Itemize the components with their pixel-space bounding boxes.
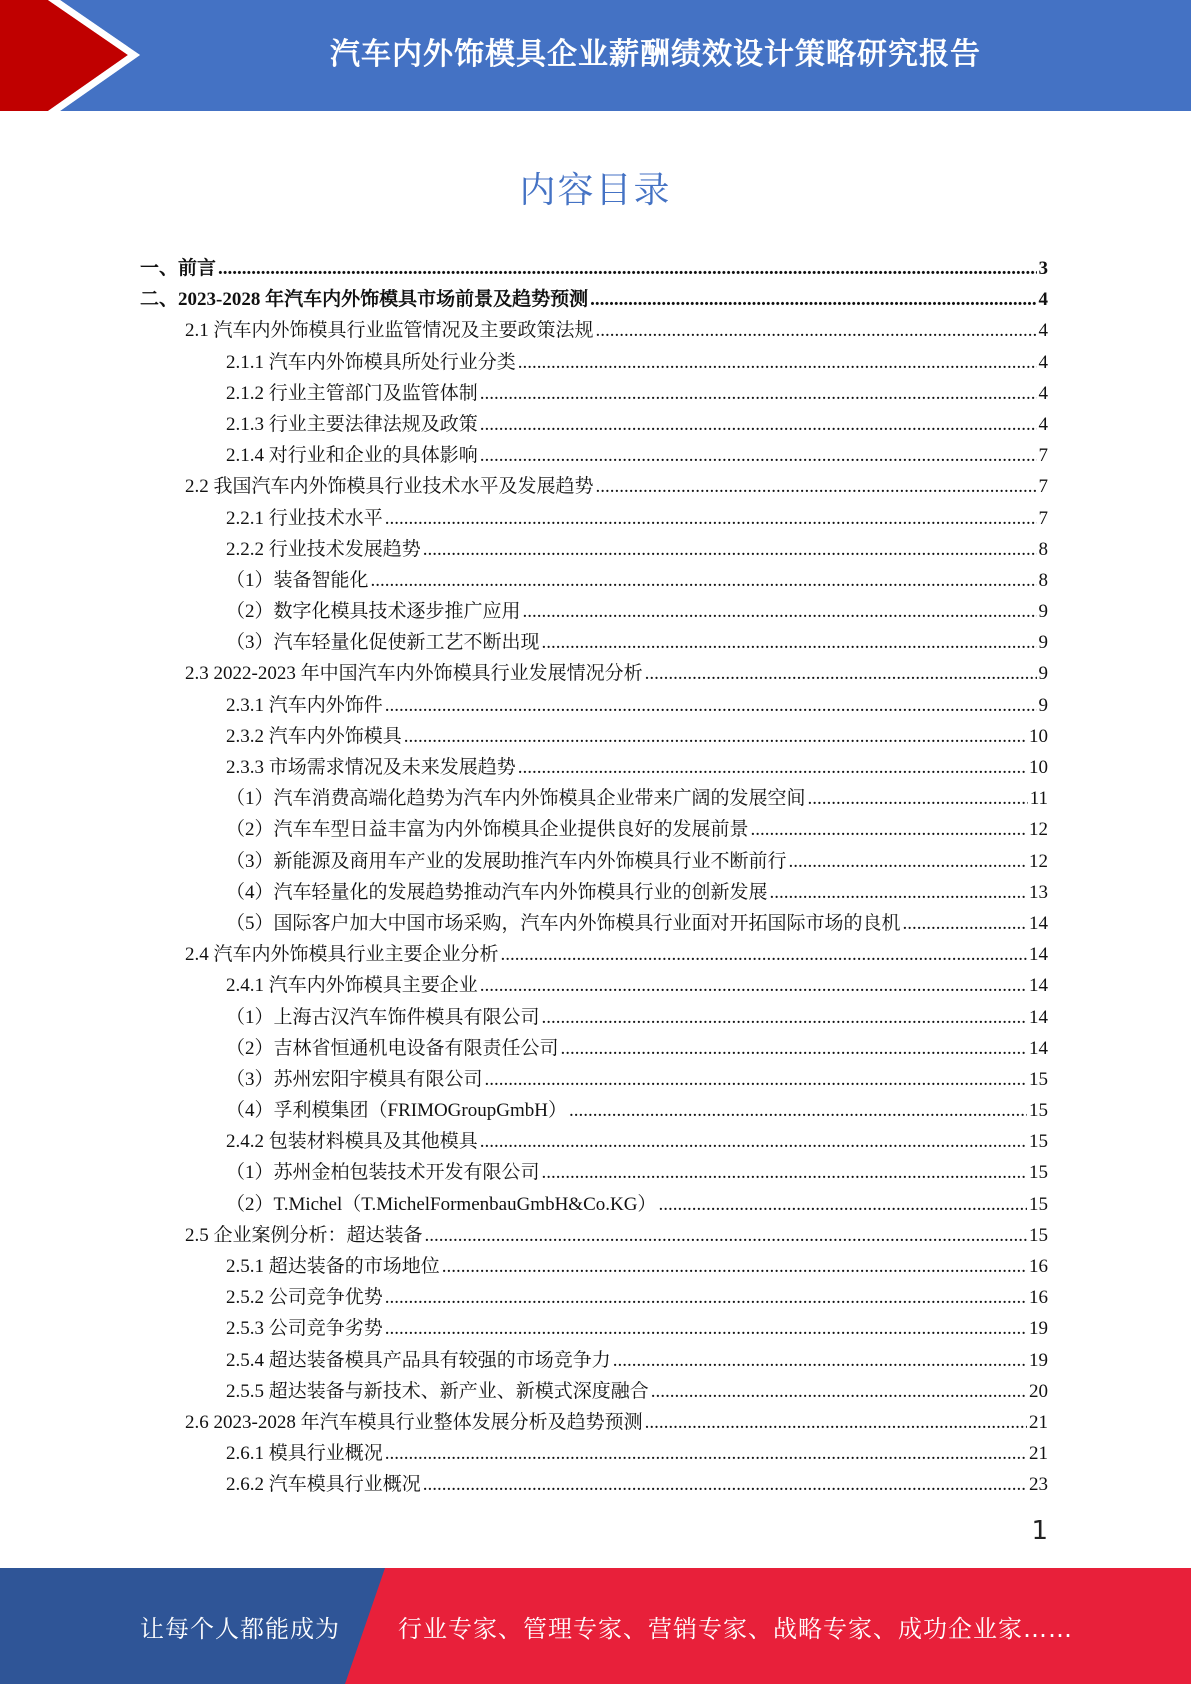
toc-entry-page: 13 [1029, 881, 1048, 903]
toc-entry-page: 3 [1038, 258, 1048, 279]
header-banner [0, 0, 1191, 111]
toc-dot-leader [480, 440, 1037, 471]
toc-entry-title: （1）汽车消费高端化趋势为汽车内外饰模具企业带来广阔的发展空间 [226, 788, 806, 810]
toc-entry-page: 15 [1029, 1100, 1048, 1122]
toc-entry-title: 2.2 我国汽车内外饰模具行业技术水平及发展趋势 [185, 476, 594, 498]
toc-entry[interactable] [140, 1002, 1048, 1033]
toc-entry[interactable] [140, 1189, 1048, 1220]
toc-entry-page: 4 [1038, 382, 1048, 404]
toc-entry[interactable] [140, 378, 1048, 409]
toc-entry-page: 12 [1029, 819, 1048, 841]
toc-entry-title: 2.6.1 模具行业概况 [226, 1443, 383, 1465]
page-number: 1 [1031, 1516, 1048, 1546]
toc-dot-leader [523, 596, 1037, 627]
toc-entry-page: 15 [1029, 1068, 1048, 1090]
toc-entry[interactable] [140, 690, 1048, 721]
toc-entry-page: 12 [1029, 850, 1048, 872]
toc-dot-leader [651, 1376, 1027, 1407]
toc-entry-title: （1）上海古汉汽车饰件模具有限公司 [226, 1006, 540, 1028]
toc-entry-title: 2.5.5 超达装备与新技术、新产业、新模式深度融合 [226, 1380, 649, 1402]
toc-dot-leader [371, 565, 1037, 596]
toc-dot-leader [480, 1126, 1027, 1157]
toc-dot-leader [808, 783, 1028, 814]
toc-entry-title: 一、前言 [140, 258, 217, 279]
toc-entry-title: 2.1.2 行业主管部门及监管体制 [226, 382, 478, 404]
toc-entry-page: 4 [1038, 289, 1048, 311]
toc-dot-leader [542, 1157, 1027, 1188]
toc-dot-leader [423, 1469, 1027, 1500]
toc-entry[interactable] [140, 1345, 1048, 1376]
toc-entry[interactable] [140, 1469, 1048, 1500]
toc-dot-leader [789, 846, 1027, 877]
toc-entry-page: 16 [1029, 1287, 1048, 1309]
toc-entry-title: （2）汽车车型日益丰富为内外饰模具企业提供良好的发展前景 [226, 819, 749, 841]
toc-dot-leader [751, 814, 1027, 845]
toc-dot-leader [518, 752, 1027, 783]
toc-entry-page: 9 [1038, 663, 1048, 685]
toc-dot-leader [218, 253, 1036, 284]
toc-entry[interactable] [140, 1126, 1048, 1157]
toc-entry-title: （3）汽车轻量化促使新工艺不断出现 [226, 632, 540, 654]
toc-entry-page: 15 [1029, 1162, 1048, 1184]
toc-entry-page: 19 [1029, 1349, 1048, 1371]
toc-entry[interactable] [140, 721, 1048, 752]
toc-entry[interactable] [140, 1376, 1048, 1407]
toc-dot-leader [480, 409, 1037, 440]
toc-dot-leader [423, 534, 1037, 565]
toc-dot-leader [542, 627, 1037, 658]
toc-entry[interactable] [140, 752, 1048, 783]
toc-entry-page: 7 [1038, 507, 1048, 529]
toc-entry-title: （4）汽车轻量化的发展趋势推动汽车内外饰模具行业的创新发展 [226, 881, 768, 903]
toc-dot-leader [480, 970, 1027, 1001]
toc-dot-leader [480, 378, 1037, 409]
toc-entry[interactable] [140, 1251, 1048, 1282]
report-title: 汽车内外饰模具企业薪酬绩效设计策略研究报告 [330, 37, 981, 72]
toc-entry[interactable] [140, 1220, 1048, 1251]
toc-entry[interactable] [140, 814, 1048, 845]
toc-entry[interactable] [140, 409, 1048, 440]
toc-dot-leader [903, 908, 1027, 939]
toc-entry[interactable] [140, 347, 1048, 378]
toc-entry-title: 2.1.3 行业主要法律法规及政策 [226, 413, 478, 435]
toc-entry-title: 2.3.1 汽车内外饰件 [226, 694, 383, 716]
toc-entry-page: 15 [1029, 1193, 1048, 1215]
toc-entry[interactable] [140, 253, 1048, 284]
toc-entry[interactable] [140, 1282, 1048, 1313]
footer-banner [0, 1568, 1191, 1684]
toc-entry-title: 2.6.2 汽车模具行业概况 [226, 1474, 421, 1496]
toc-entry-title: 2.4.2 包装材料模具及其他模具 [226, 1131, 478, 1153]
toc-entry[interactable] [140, 440, 1048, 471]
toc-entry-title: 2.5.4 超达装备模具产品具有较强的市场竞争力 [226, 1349, 611, 1371]
toc-entry-title: （3）新能源及商用车产业的发展助推汽车内外饰模具行业不断前行 [226, 850, 787, 872]
toc-entry-title: 2.5.2 公司竞争优势 [226, 1287, 383, 1309]
toc-entry[interactable] [140, 534, 1048, 565]
toc-entry[interactable] [140, 908, 1048, 939]
toc-entry-title: （2）T.Michel（T.MichelFormenbauGmbH&Co.KG） [226, 1193, 657, 1215]
toc-entry-page: 19 [1029, 1318, 1048, 1340]
footer-slogan-right: 行业专家、管理专家、营销专家、战略专家、成功企业家…… [398, 1614, 1073, 1643]
toc-entry-title: 2.3.2 汽车内外饰模具 [226, 725, 402, 747]
toc-dot-leader [613, 1345, 1027, 1376]
toc-entry[interactable] [140, 596, 1048, 627]
toc-entry-page: 14 [1029, 1037, 1048, 1059]
toc-entry-page: 8 [1038, 538, 1048, 560]
toc-entry-page: 11 [1029, 788, 1048, 810]
toc-dot-leader [485, 1064, 1027, 1095]
toc-entry[interactable] [140, 284, 1048, 315]
toc-dot-leader [596, 471, 1037, 502]
toc-dot-leader [385, 503, 1037, 534]
toc-dot-leader [385, 690, 1037, 721]
toc-dot-leader [385, 1313, 1027, 1344]
toc-dot-leader [501, 939, 1027, 970]
toc-heading: 内容目录 [519, 170, 672, 211]
toc-dot-leader [645, 1407, 1027, 1438]
toc-entry[interactable] [140, 658, 1048, 689]
toc-entry[interactable] [140, 1157, 1048, 1188]
toc-dot-leader [442, 1251, 1027, 1282]
toc-entry-title: （3）苏州宏阳宇模具有限公司 [226, 1068, 483, 1090]
toc-entry[interactable] [140, 1407, 1048, 1438]
toc-dot-leader [658, 1189, 1027, 1220]
toc-entry-page: 9 [1038, 694, 1048, 716]
toc-entry[interactable] [140, 877, 1048, 908]
toc-entry-title: 2.4 汽车内外饰模具行业主要企业分析 [185, 944, 499, 966]
toc-entry-page: 15 [1029, 1131, 1048, 1153]
toc-entry-page: 14 [1029, 975, 1048, 997]
toc-entry-page: 10 [1029, 725, 1048, 747]
toc-entry-title: （1）装备智能化 [226, 569, 369, 591]
toc-entry[interactable] [140, 627, 1048, 658]
toc-entry-title: （4）孚利模集团（FRIMOGroupGmbH） [226, 1100, 567, 1122]
toc-entry-page: 8 [1038, 569, 1048, 591]
toc-entry-title: 2.1.1 汽车内外饰模具所处行业分类 [226, 351, 516, 373]
toc-entry-page: 20 [1029, 1380, 1048, 1402]
toc-entry-title: 2.2.1 行业技术水平 [226, 507, 383, 529]
toc-entry-title: （2）吉林省恒通机电设备有限责任公司 [226, 1037, 559, 1059]
toc-entry-page: 21 [1029, 1411, 1048, 1433]
toc-entry[interactable] [140, 503, 1048, 534]
toc-entry-title: 2.2.2 行业技术发展趋势 [226, 538, 421, 560]
toc-dot-leader [569, 1095, 1027, 1126]
toc-dot-leader [404, 721, 1027, 752]
toc-entry-title: 2.4.1 汽车内外饰模具主要企业 [226, 975, 478, 997]
toc-entry[interactable] [140, 970, 1048, 1001]
toc-dot-leader [425, 1220, 1027, 1251]
toc-entry-page: 4 [1038, 413, 1048, 435]
toc-entry-title: 2.5.3 公司竞争劣势 [226, 1318, 383, 1340]
toc-entry-page: 9 [1038, 632, 1048, 654]
toc-entry[interactable] [140, 783, 1048, 814]
toc-entry[interactable] [140, 1033, 1048, 1064]
toc-entry-page: 15 [1029, 1224, 1048, 1246]
toc-entry-page: 21 [1029, 1443, 1048, 1465]
toc-entry-page: 10 [1029, 757, 1048, 778]
toc-entry-page: 23 [1029, 1474, 1048, 1496]
toc-entry[interactable] [140, 1438, 1048, 1469]
toc-entry-page: 14 [1029, 1006, 1048, 1028]
toc-entry-title: 2.5 企业案例分析：超达装备 [185, 1224, 423, 1246]
toc-entry-page: 4 [1038, 351, 1048, 373]
toc-entry-title: 二、2023-2028 年汽车内外饰模具市场前景及趋势预测 [140, 289, 589, 311]
toc-entry[interactable] [140, 1313, 1048, 1344]
toc-dot-leader [518, 347, 1037, 378]
toc-entry-page: 14 [1029, 944, 1048, 966]
toc-entry-title: （2）数字化模具技术逐步推广应用 [226, 601, 521, 623]
toc-entry[interactable] [140, 565, 1048, 596]
toc-entry[interactable] [140, 1095, 1048, 1126]
toc-entry-title: （5）国际客户加大中国市场采购，汽车内外饰模具行业面对开拓国际市场的良机 [226, 912, 901, 934]
toc-dot-leader [645, 658, 1037, 689]
toc-entry-title: 2.1 汽车内外饰模具行业监管情况及主要政策法规 [185, 320, 594, 342]
toc-dot-leader [596, 315, 1037, 346]
toc-entry[interactable] [140, 1064, 1048, 1095]
toc-entry-page: 7 [1038, 476, 1048, 498]
toc-entry[interactable] [140, 939, 1048, 970]
toc-dot-leader [561, 1033, 1027, 1064]
toc-dot-leader [542, 1002, 1027, 1033]
toc-dot-leader [590, 284, 1036, 315]
toc-entry-page: 7 [1038, 445, 1048, 467]
toc-entry[interactable] [140, 846, 1048, 877]
toc-entry-title: （1）苏州金柏包装技术开发有限公司 [226, 1162, 540, 1184]
toc-entry-title: 2.3 2022-2023 年中国汽车内外饰模具行业发展情况分析 [185, 663, 643, 685]
toc-entry-title: 2.1.4 对行业和企业的具体影响 [226, 445, 478, 467]
footer-slogan-left: 让每个人都能成为 [140, 1614, 340, 1643]
toc-dot-leader [385, 1282, 1027, 1313]
toc-dot-leader [770, 877, 1027, 908]
toc-entry[interactable] [140, 315, 1048, 346]
toc-entry-page: 16 [1029, 1256, 1048, 1277]
toc-entry-title: 2.6 2023-2028 年汽车模具行业整体发展分析及趋势预测 [185, 1411, 643, 1433]
toc-entry-title: 2.5.1 超达装备的市场地位 [226, 1256, 440, 1277]
toc-entry[interactable] [140, 471, 1048, 502]
toc-entry-page: 14 [1029, 912, 1048, 934]
toc-dot-leader [385, 1438, 1027, 1469]
table-of-contents [140, 253, 1048, 1501]
toc-entry-page: 9 [1038, 601, 1048, 623]
toc-entry-page: 4 [1038, 320, 1048, 342]
toc-entry-title: 2.3.3 市场需求情况及未来发展趋势 [226, 757, 516, 778]
